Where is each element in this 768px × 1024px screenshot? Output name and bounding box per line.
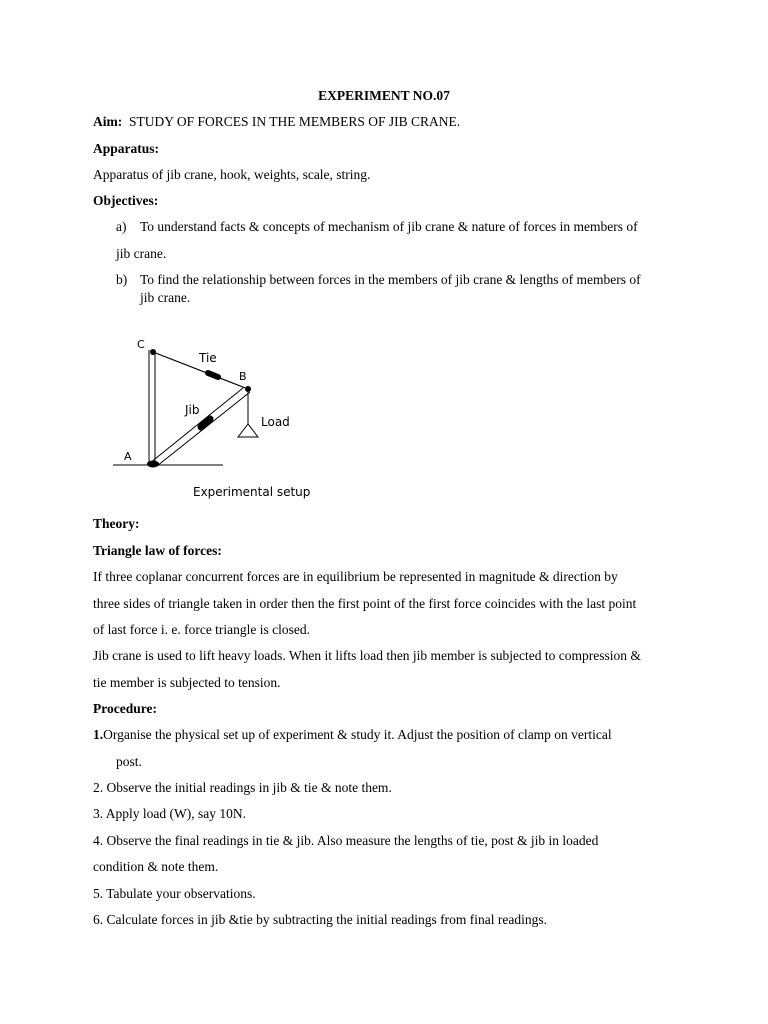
procedure-step-6: 6. Calculate forces in jib &tie by subtracting the initial readings from final readings.: [93, 912, 547, 927]
load-weight-icon: [238, 424, 258, 437]
theory-line-4: Jib crane is used to lift heavy loads. When it lifts load then jib member is subjected to compression &: [93, 648, 641, 663]
pivot-a: [147, 461, 159, 468]
theory-line-5: tie member is subjected to tension.: [93, 675, 281, 690]
jib-edge-1: [150, 388, 243, 463]
aim-line: [93, 114, 460, 130]
objective-a-marker: a): [116, 219, 127, 234]
theory-heading: Theory:: [93, 516, 140, 531]
procedure-heading: Procedure:: [93, 701, 157, 716]
procedure-step-4-cont: condition & note them.: [93, 859, 219, 874]
step-1-text: Organise the physical set up of experiment & study it. Adjust the position of clamp on vertical: [103, 727, 612, 742]
label-c: C: [137, 338, 145, 351]
label-b: B: [239, 370, 247, 383]
objective-b-line2: jib crane.: [140, 290, 191, 305]
label-tie: Tie: [199, 351, 217, 365]
objective-b-marker: b): [116, 272, 128, 287]
theory-line-2: three sides of triangle taken in order then the first point of the first force coincides with the last point: [93, 596, 637, 611]
aim-text: STUDY OF FORCES IN THE MEMBERS OF JIB CRANE.: [129, 114, 461, 129]
aim-label: Aim:: [93, 114, 123, 129]
procedure-step-1-cont: post.: [116, 754, 142, 769]
procedure-step-3: 3. Apply load (W), say 10N.: [93, 806, 246, 821]
label-a: A: [124, 450, 132, 463]
triangle-law-heading: Triangle law of forces:: [93, 543, 222, 558]
page-title: EXPERIMENT NO.07: [318, 88, 450, 103]
procedure-step-5: 5. Tabulate your observations.: [93, 886, 256, 901]
procedure-step-2: 2. Observe the initial readings in jib & tie & note them.: [93, 780, 392, 795]
objective-a-line1: To understand facts & concepts of mechanism of jib crane & nature of forces in members of: [140, 219, 638, 234]
figure-caption: Experimental setup: [193, 485, 311, 499]
objective-b-line1: To find the relationship between forces in the members of jib crane & lengths of members of: [140, 272, 641, 287]
theory-line-3: of last force i. e. force triangle is closed.: [93, 622, 311, 637]
tie-spring-balance: [208, 373, 218, 377]
apparatus-heading: Apparatus:: [93, 141, 160, 156]
procedure-step-1: [93, 727, 612, 743]
procedure-step-4: 4. Observe the final readings in tie & jib. Also measure the lengths of tie, post & jib in loaded: [93, 833, 599, 848]
step-1-number: 1.: [93, 727, 104, 742]
label-jib: Jib: [185, 403, 200, 417]
label-load: Load: [261, 415, 290, 429]
objectives-heading: Objectives:: [93, 193, 159, 208]
jib-crane-diagram: [110, 334, 350, 504]
theory-line-1: If three coplanar concurrent forces are in equilibrium be represented in magnitude & direction by: [93, 569, 618, 584]
apparatus-text: Apparatus of jib crane, hook, weights, scale, string.: [93, 167, 371, 182]
objective-a-line2: jib crane.: [116, 246, 167, 261]
